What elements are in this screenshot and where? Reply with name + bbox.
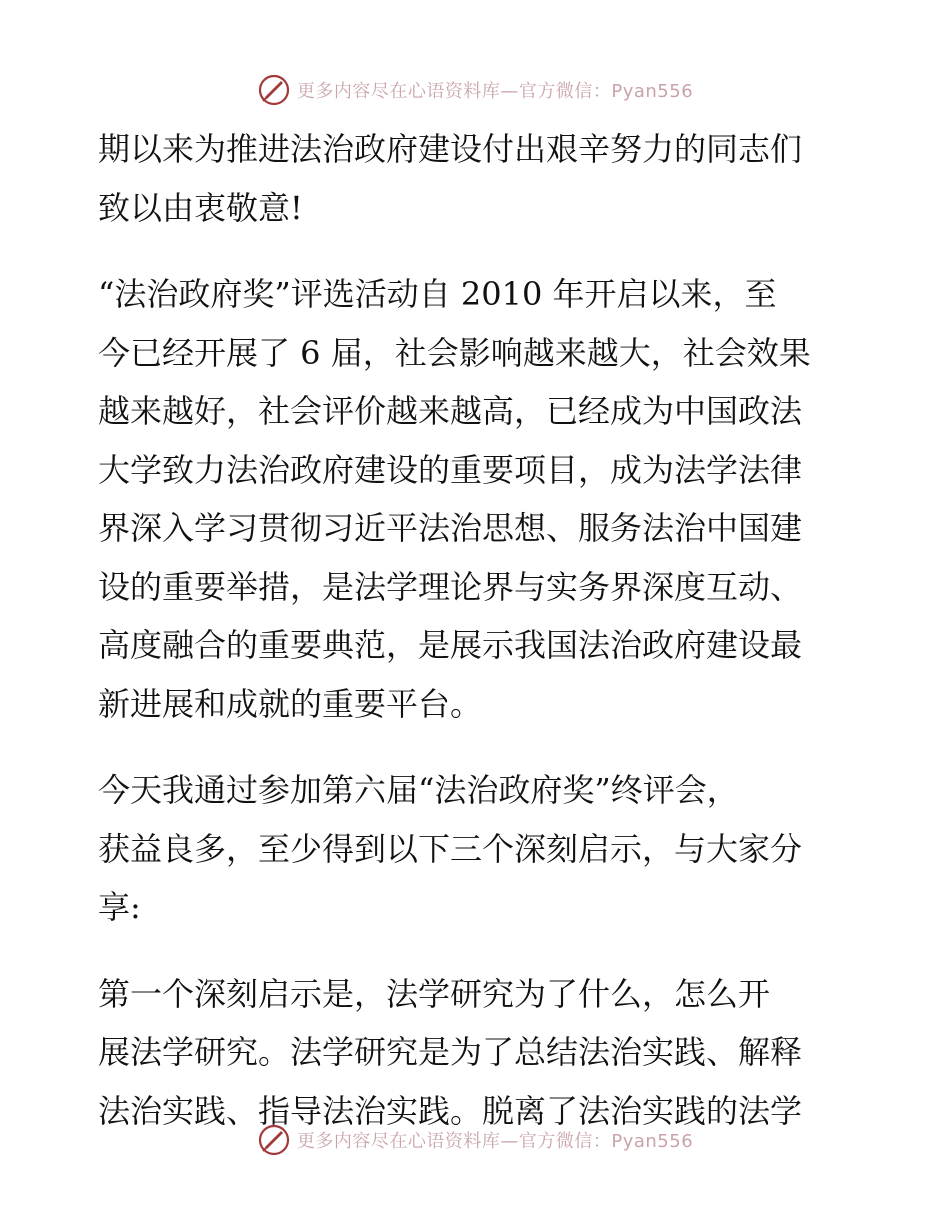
paragraph-3 [98, 761, 848, 937]
text-line: 高度融合的重要典范，是展示我国法治政府建设最 [98, 626, 803, 664]
text-line: 新进展和成就的重要平台。 [98, 684, 483, 723]
text-line: 今天我通过参加第六届“法治政府奖”终评会， [98, 771, 739, 809]
footer-watermark [0, 1120, 950, 1160]
text-line: 越来越好，社会评价越来越高，已经成为中国政法 [98, 392, 803, 430]
watermark-text: 更多内容尽在心语资料库—官方微信：Pyan556 [296, 1131, 694, 1152]
header-watermark [0, 70, 950, 110]
text-line: 大学致力法治政府建设的重要项目，成为法学法律 [98, 450, 803, 489]
watermark-text: 更多内容尽在心语资料库—官方微信：Pyan556 [296, 81, 694, 102]
text-line: 今已经开展了 6 届，社会影响越来越大，社会效果 [98, 333, 811, 372]
quill-logo-icon [257, 1123, 291, 1157]
text-line: 设的重要举措，是法学理论界与实务界深度互动、 [98, 567, 803, 606]
text-line: 致以由衷敬意! [98, 188, 303, 227]
quill-logo-icon [257, 73, 291, 107]
text-line: 界深入学习贯彻习近平法治思想、服务法治中国建 [98, 509, 803, 547]
paragraph-1 [98, 120, 848, 237]
document-body [98, 120, 848, 1140]
text-line: 第一个深刻启示是，法学研究为了什么，怎么开 [98, 974, 771, 1013]
text-line: “法治政府奖”评选活动自 2010 年开启以来，至 [98, 275, 777, 313]
paragraph-2 [98, 265, 848, 733]
paragraph-4 [98, 965, 848, 1141]
text-line: 展法学研究。法学研究是为了总结法治实践、解释 [98, 1033, 803, 1071]
text-line: 法治实践、指导法治实践。脱离了法治实践的法学 [98, 1091, 803, 1130]
text-line: 期以来为推进法治政府建设付出艰辛努力的同志们 [98, 130, 803, 168]
text-line: 享: [98, 888, 141, 926]
text-line: 获益良多，至少得到以下三个深刻启示，与大家分 [98, 829, 803, 868]
